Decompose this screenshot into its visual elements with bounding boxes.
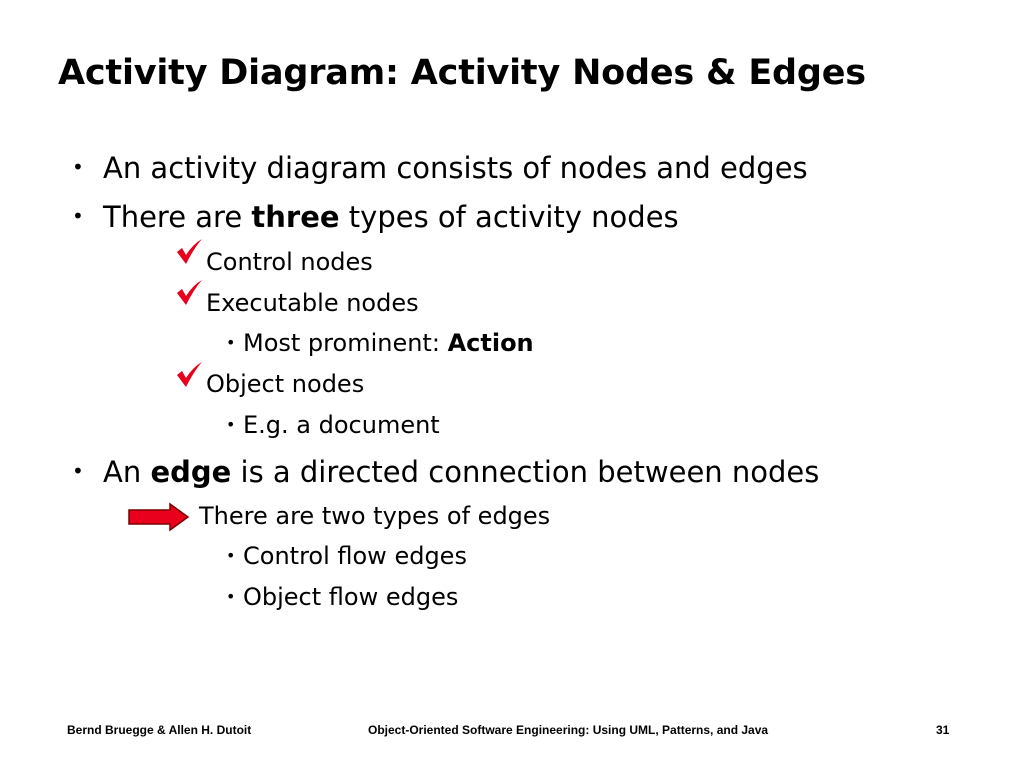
- sub-bullet-text: E.g. a document: [243, 411, 440, 439]
- sub-bullet-marker: •: [226, 415, 236, 434]
- sub-bullet-text-bold: Action: [447, 329, 534, 357]
- footer-page-number: 31: [936, 723, 950, 737]
- sub-bullet-text-prefix: Most prominent:: [243, 329, 448, 357]
- sub-bullet-control-flow: [243, 539, 467, 573]
- bullet-marker: •: [72, 155, 84, 179]
- sub-bullet-marker: •: [226, 333, 236, 352]
- sub-bullet-text: Object flow edges: [243, 583, 459, 611]
- sub-bullet-most-prominent: [243, 326, 534, 360]
- arrow-item-text: There are two types of edges: [199, 502, 551, 530]
- bullet-marker: •: [72, 459, 84, 483]
- check-item-control-nodes: [206, 245, 373, 279]
- sub-bullet-marker: •: [226, 546, 236, 565]
- sub-bullet-eg-document: [243, 408, 440, 442]
- arrow-item-two-types: [199, 499, 550, 533]
- check-item-text: Executable nodes: [206, 289, 419, 317]
- bullet-three-types: [103, 197, 679, 237]
- footer-authors: Bernd Bruegge & Allen H. Dutoit: [67, 723, 252, 737]
- check-item-text: Object nodes: [206, 370, 365, 398]
- bullet-marker: •: [72, 204, 84, 228]
- bullet-text-prefix: There are: [103, 200, 252, 234]
- bullet-text-suffix: is a directed connection between nodes: [231, 455, 820, 489]
- sub-bullet-marker: •: [226, 587, 236, 606]
- bullet-text-suffix: types of activity nodes: [339, 200, 679, 234]
- bullet-activity-diagram: [103, 148, 808, 188]
- sub-bullet-object-flow: [243, 580, 458, 614]
- checkmark-icon: [174, 237, 204, 267]
- sub-bullet-text: Control flow edges: [243, 542, 467, 570]
- check-item-text: Control nodes: [206, 248, 373, 276]
- check-item-executable-nodes: [206, 286, 419, 320]
- bullet-text-bold: three: [251, 200, 340, 234]
- slide-title: Activity Diagram: Activity Nodes & Edges: [58, 53, 866, 93]
- bullet-text-prefix: An: [103, 455, 151, 489]
- footer-book-title: Object-Oriented Software Engineering: Using UML, Patterns, and Java: [368, 723, 769, 737]
- bullet-edge-definition: [103, 452, 819, 492]
- checkmark-icon: [174, 360, 204, 390]
- checkmark-icon: [174, 278, 204, 308]
- right-arrow-icon: [127, 502, 190, 532]
- bullet-text: An activity diagram consists of nodes and edges: [103, 151, 808, 185]
- check-item-object-nodes: [206, 367, 364, 401]
- bullet-text-bold: edge: [150, 455, 232, 489]
